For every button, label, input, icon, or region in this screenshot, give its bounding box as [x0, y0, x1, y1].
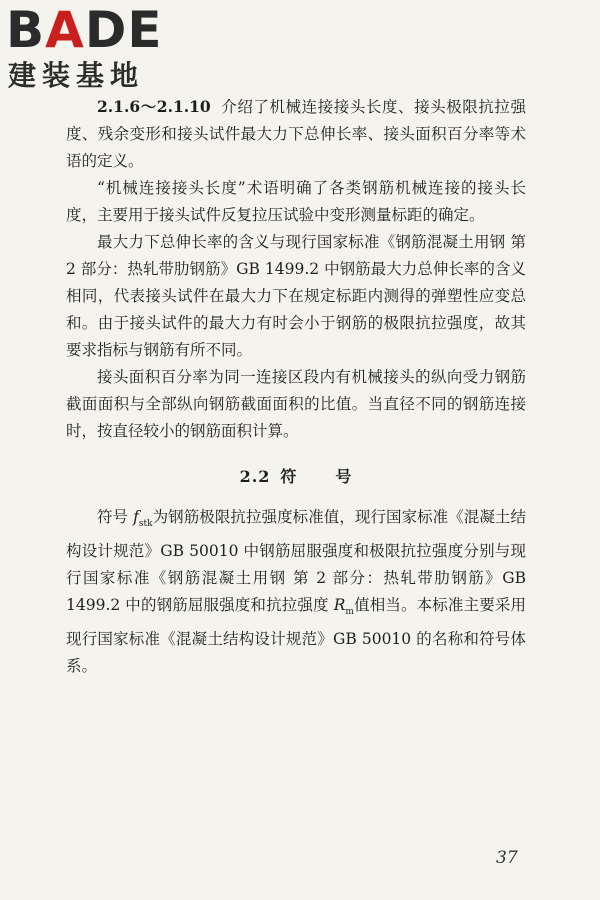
logo-letter-b: B [6, 1, 46, 59]
symbol-f-stk [133, 508, 153, 530]
paragraph-area-percentage: 接头面积百分率为同一连接区段内有机械接头的纵向受力钢筋截面面积与全部纵向钢筋截面面积的比值。当直径不同的钢筋连接时，按直径较小的钢筋面积计算。 [66, 368, 526, 440]
symbols-lead-text: 符号 [97, 508, 134, 526]
paragraph-joint-length: “机械连接接头长度”术语明确了各类钢筋机械连接的接头长度，主要用于接头试件反复拉压试验中变形测量标距的确定。 [66, 179, 526, 224]
section-number: 2.2 [239, 467, 271, 486]
paragraph-symbols [66, 504, 526, 680]
page-number: 37 [496, 848, 518, 868]
logo-subtitle: 建装基地 [8, 59, 145, 92]
paragraph-elongation: 最大力下总伸长率的含义与现行国家标准《钢筋混凝土用钢 第 2 部分：热轧带肋钢筋》GB 1499.2 中钢筋最大力总伸长率的含义相同，代表接头试件在最大力下在规定标距内测得的弹塑性应变总和。由于接头试件的最大力有时会小于钢筋的极限抗拉强度，故其要求指标与钢筋有所不同。 [66, 233, 526, 359]
symbol-r-m [333, 596, 354, 618]
section-heading-2-2 [66, 463, 526, 490]
logo-letter-a-accent: A [45, 1, 85, 59]
clause-text: 介绍了机械连接接头长度、接头极限抗拉强度、残余变形和接头试件最大力下总伸长率、接头面积百分率等术语的定义。 [66, 98, 526, 170]
clause-number: 2.1.6～2.1.10 [97, 97, 211, 116]
symbol-r-subscript: m [345, 607, 354, 618]
document-body [66, 93, 526, 680]
symbol-f-subscript: stk [138, 519, 153, 530]
symbols-middle-text: 为钢筋极限抗拉强度标准值，现行国家标准《混凝土结构设计规范》GB 50010 中钢筋屈服强度和极限抗拉强度分别与现行国家标准《钢筋混凝土用钢 第 2 部分：热轧带肋钢筋》GB 1499.2 中的钢筋屈服强度和抗拉强度 [66, 508, 526, 615]
symbols-tail-text: 值相当。本标准主要采用现行国家标准《混凝土结构设计规范》GB 50010 的名称和符号体系。 [66, 596, 526, 676]
logo-letters-de: DE [84, 1, 163, 59]
logo-brand-mark [6, 1, 163, 59]
symbol-r-base: R [333, 596, 346, 615]
section-title-char-2: 号 [335, 467, 353, 486]
paragraph-clause-2-1-6 [66, 93, 526, 175]
symbol-f-base: f [133, 508, 139, 526]
section-title-char-1: 符 [280, 467, 298, 486]
bade-logo [6, 1, 176, 94]
